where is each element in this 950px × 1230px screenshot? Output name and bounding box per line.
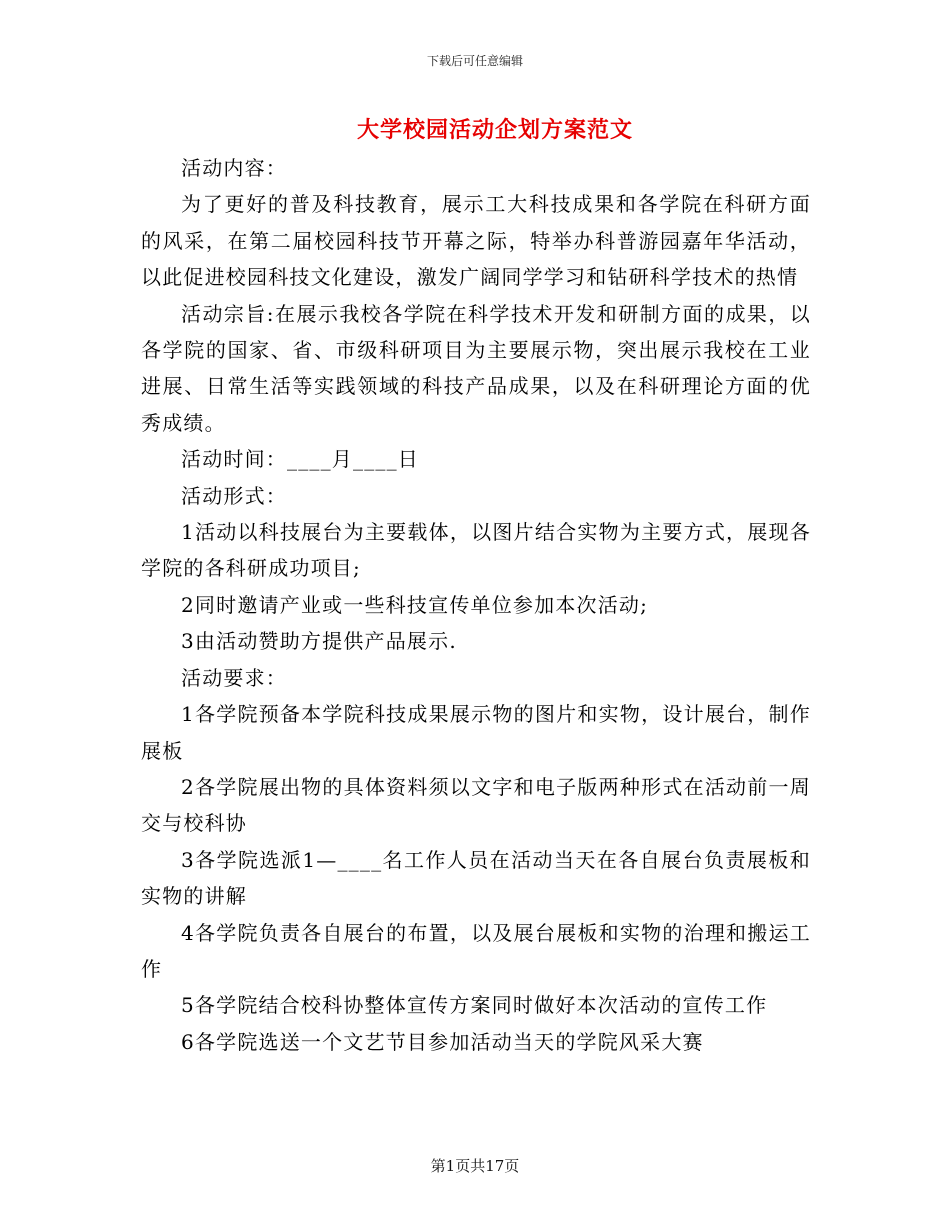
- paragraph-content-heading: 活动内容：: [181, 156, 287, 180]
- paragraph-form-item-2: 2同时邀请产业或一些科技宣传单位参加本次活动;: [181, 592, 649, 617]
- document-title: 大学校园活动企划方案范文: [356, 117, 633, 143]
- paragraph-requirement-3: 3各学院选派1—____名工作人员在活动当天在各自展台负责展板和实物的讲解: [141, 847, 811, 909]
- paragraph-requirement-2: 2各学院展出物的具体资料须以文字和电子版两种形式在活动前一周交与校科协: [141, 774, 811, 836]
- document-body: [141, 150, 811, 1060]
- header-note: 下载后可任意编辑: [426, 54, 523, 68]
- paragraph-purpose: 活动宗旨:在展示我校各学院在科学技术开发和研制方面的成果，以各学院的国家、省、市级科研项目为主要展示物，突出展示我校在工业进展、日常生活等实践领域的科技产品成果，以及在科研理论方面的优秀成绩。: [141, 301, 811, 435]
- paragraph-requirement-4: 4各学院负责各自展台的布置，以及展台展板和实物的治理和搬运工作: [141, 920, 811, 981]
- paragraph-requirements-heading: 活动要求：: [181, 665, 287, 690]
- paragraph-requirement-5: 5各学院结合校科协整体宣传方案同时做好本次活动的宣传工作: [181, 993, 768, 1018]
- paragraph-form-item-1: 1活动以科技展台为主要载体，以图片结合实物为主要方式，展现各学院的各科研成功项目;: [141, 520, 811, 581]
- paragraph-form-heading: 活动形式：: [181, 483, 287, 508]
- paragraph-time: 活动时间：____月____日: [181, 447, 419, 472]
- page-indicator: 第1页共17页: [430, 1157, 520, 1175]
- paragraph-requirement-1: 1各学院预备本学院科技成果展示物的图片和实物，设计展台，制作展板: [141, 702, 811, 763]
- paragraph-requirement-6: 6各学院选送一个文艺节目参加活动当天的学院风采大赛: [181, 1029, 704, 1054]
- paragraph-form-item-3: 3由活动赞助方提供产品展示.: [181, 629, 457, 654]
- paragraph-content: 为了更好的普及科技教育，展示工大科技成果和各学院在科研方面的风采，在第二届校园科技节开幕之际，特举办科普游园嘉年华活动，以此促进校园科技文化建设，激发广阔同学学习和钻研科学技术的热情: [141, 192, 811, 290]
